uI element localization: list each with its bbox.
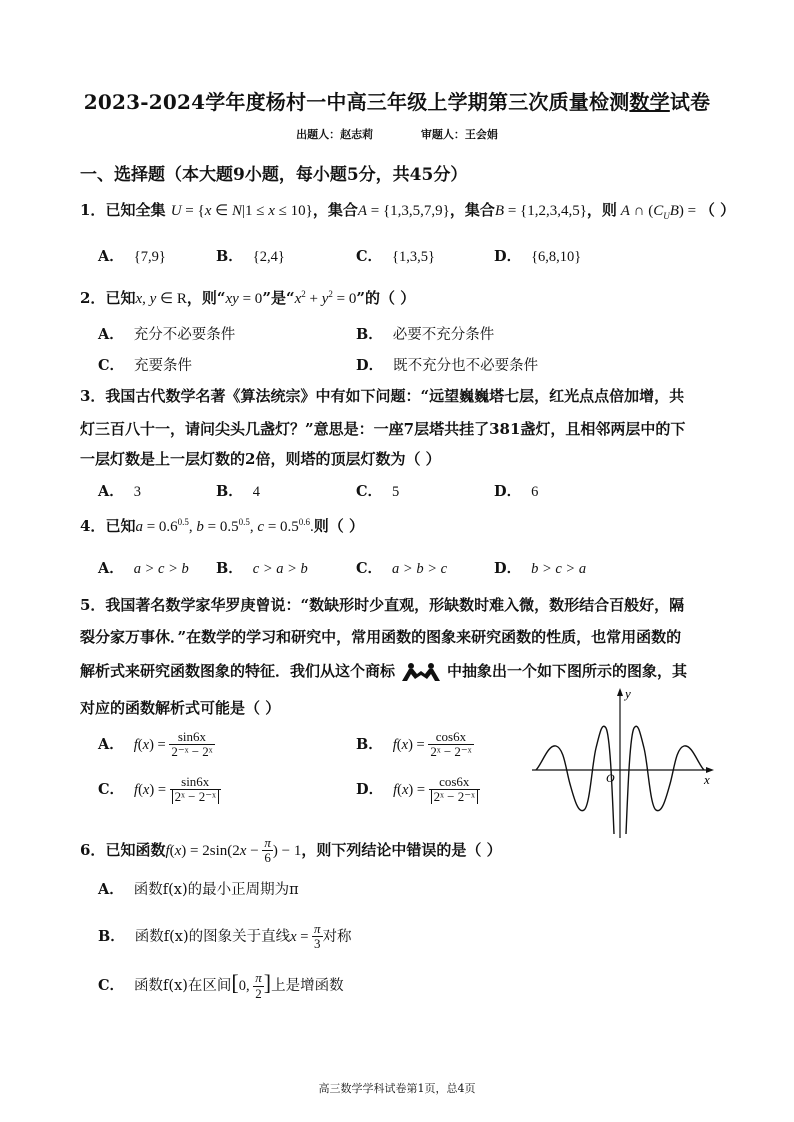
q1-option-a[interactable]: A． {7,9} <box>98 248 166 265</box>
q3-option-a[interactable]: A． 3 <box>98 483 142 500</box>
question-5-line-2: 裂分家万事休．”在数学的学习和研究中，常用函数的图象来研究函数的性质，也常用函数的 <box>80 628 682 646</box>
x-axis-label: x <box>704 772 710 787</box>
q1-option-c[interactable]: C． {1,3,5} <box>356 248 435 265</box>
q4-option-b[interactable]: B． c > a > b <box>216 560 308 577</box>
y-axis-label: y <box>625 686 631 701</box>
q4-option-c[interactable]: C． a > b > c <box>356 560 448 577</box>
question-5-line-3: 解析式来研究函数图象的特征．我们从这个商标 中抽象出一个如下图所示的图象，其 <box>80 662 688 680</box>
q3-option-c[interactable]: C． 5 <box>356 483 400 500</box>
origin-label: O <box>606 771 615 785</box>
q2-option-c[interactable]: C． 充要条件 <box>98 357 193 374</box>
q3-option-b[interactable]: B． 4 <box>216 483 261 500</box>
author: 出题人：赵志莉 <box>296 128 374 141</box>
question-5-line-1: 5．我国著名数学家华罗庚曾说：“数缺形时少直观，形缺数时难入微，数形结合百般好，隔 <box>80 596 685 614</box>
question-5-line-4: 对应的函数解析式可能是（ ） <box>80 699 281 717</box>
exam-title: 2023-2024学年度杨村一中高三年级上学期第三次质量检测数学试卷 <box>83 90 711 114</box>
authors-line <box>0 126 794 142</box>
q5-function-graph <box>528 684 718 842</box>
section-heading: 一、选择题（本大题9小题，每小题5分，共45分） <box>80 165 468 185</box>
q4-option-d[interactable]: D． b > c > a <box>494 560 587 577</box>
curve-left-branch <box>536 726 614 834</box>
y-axis-arrow-icon <box>617 688 623 696</box>
q6-option-c[interactable]: C． 函数f(x)在区间[0, $\frac{\pi}{2}$ ]上是增函数 <box>98 970 344 1001</box>
question-3-line-2: 灯三百八十一，请问尖头几盏灯？”意思是：一座7层塔共挂了381盏灯，且相邻两层中的下 <box>80 420 686 438</box>
q5-option-a[interactable]: A． f(x) = $\frac{\sin 6x}{\text{2⁻ˣ − 2ˣ}}$ <box>98 729 213 760</box>
question-1: 1．已知全集 U = {x ∈ N|1 ≤ x ≤ 10}，集合A = {1,3,5,7,9}，集合B = {1,2,3,4,5}，则 A ∩ $(C_UB)$ = （ ） <box>80 201 736 221</box>
question-4: 4．已知$a = 0.6^{0.5}$, $b = 0.5^{0.5}$, $c = 0.5^{0.6}$.则（ ） <box>80 517 365 535</box>
curve-right-branch <box>626 726 704 834</box>
q6-option-a[interactable]: A． 函数f(x)的最小正周期为π <box>98 881 299 898</box>
q2-option-d[interactable]: D． 既不充分也不必要条件 <box>356 357 539 374</box>
q5-option-b[interactable]: B． f(x) = $\frac{\cos 6x}{\text{2ˣ − 2⁻ˣ}}$ <box>356 729 472 760</box>
question-6: 6．已知函数f(x) = 2sin(2x − $\frac{\pi}{6}$ ) − 1，则下列结论中错误的是（ ） <box>80 835 502 866</box>
question-3-line-1: 3．我国古代数学名著《算法统宗》中有如下问题：“远望巍巍塔七层，红光点点倍加增，共 <box>80 387 685 405</box>
title-subject: 数学 <box>629 90 670 114</box>
question-3-line-3: 一层灯数是上一层灯数的2倍，则塔的顶层灯数为（ ） <box>80 450 441 468</box>
question-2: 2．已知x, y ∈ R，则“xy = 0”是“$x^2 + y^2 = 0$”的（ ） <box>80 289 416 307</box>
q1-option-b[interactable]: B． {2,4} <box>216 248 285 265</box>
q6-option-b[interactable]: B． 函数f(x)的图象关于直线x = $\frac{\pi}{3}$ 对称 <box>98 921 352 952</box>
q3-option-d[interactable]: D． 6 <box>494 483 539 500</box>
page-footer: 高三数学学科试卷第1页，总4页 <box>318 1082 476 1095</box>
q5-option-d[interactable]: D． f(x) = $\frac{\cos 6x}{\text{2ˣ − 2⁻ˣ}}$ <box>356 775 480 805</box>
reviewer: 审题人：王会娟 <box>420 128 498 141</box>
q5-option-c[interactable]: C． f(x) = $\frac{\sin 6x}{\text{2ˣ − 2⁻ˣ}}$ <box>98 775 221 805</box>
q4-option-a[interactable]: A． a > c > b <box>98 560 189 577</box>
q2-option-b[interactable]: B． 必要不充分条件 <box>356 326 495 343</box>
kappa-logo-icon <box>399 662 443 682</box>
q1-option-d[interactable]: D． {6,8,10} <box>494 248 582 265</box>
q2-option-a[interactable]: A． 充分不必要条件 <box>98 326 236 343</box>
